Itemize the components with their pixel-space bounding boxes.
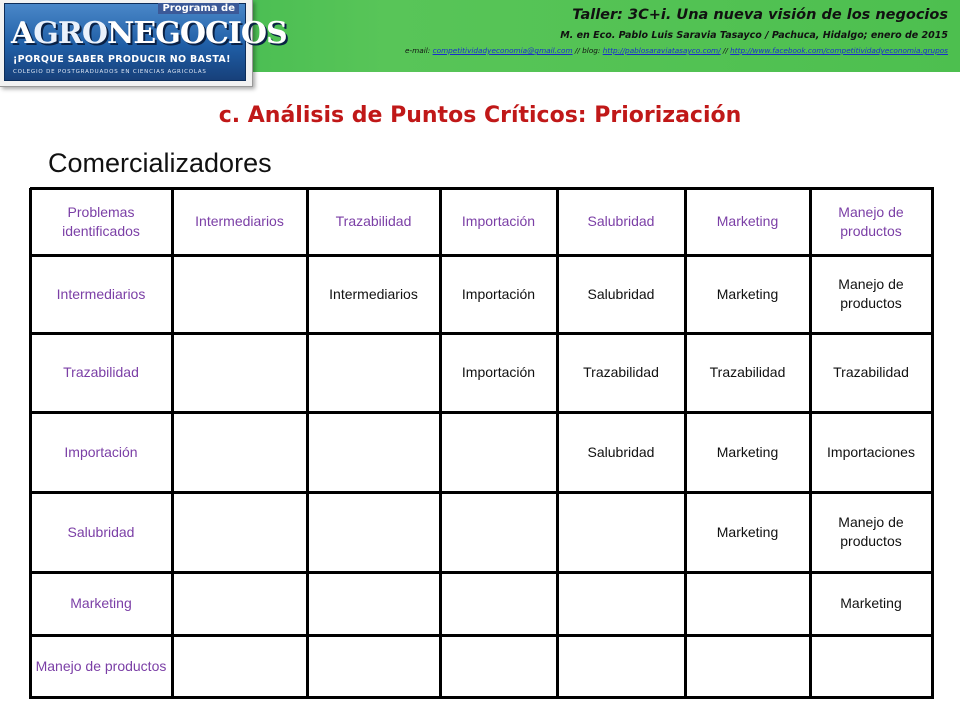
matrix-cell: Trazabilidad [833, 364, 909, 381]
slide-title: c. Análisis de Puntos Críticos: Priorización [218, 103, 742, 128]
author-line: M. en Eco. Pablo Luis Saravia Tasayco / Pachuca, Hidalgo; enero de 2015 [560, 30, 948, 41]
matrix-cell: Marketing [840, 595, 902, 612]
grid-horizontal-line [30, 332, 934, 335]
grid-vertical-line [306, 188, 309, 699]
column-header: Intermediarios [195, 213, 284, 230]
row-header: Marketing [70, 595, 132, 612]
grid-horizontal-line [30, 254, 934, 257]
matrix-cell: Salubridad [587, 443, 655, 460]
matrix-cell: Manejo de productos [838, 276, 904, 311]
grid-horizontal-line [30, 696, 934, 699]
row-header: Importación [64, 443, 138, 460]
row-header: Manejo de productos [35, 657, 167, 674]
matrix-cell: Marketing [716, 285, 779, 302]
logo-panel [4, 3, 287, 81]
blog-label: // blog: [572, 46, 603, 55]
row-header: Intermediarios [56, 285, 146, 302]
grid-horizontal-line [30, 634, 934, 637]
matrix-cell: Trazabilidad [709, 364, 786, 381]
logo-college: COLEGIO DE POSTGRADUADOS EN CIENCIAS AGRICOLAS [13, 69, 207, 75]
row-header: Salubridad [67, 523, 135, 540]
matrix-cell: Manejo de productos [838, 514, 904, 549]
logo-brand-agro: GRO [33, 16, 107, 51]
logo-brand-first: A [11, 16, 34, 51]
matrix-cell: Intermediarios [329, 285, 418, 302]
agronegocios-logo [0, 0, 287, 87]
facebook-separator: // [720, 46, 731, 55]
logo-tagline: ¡PORQUE SABER PRODUCIR NO BASTA! [13, 54, 231, 65]
email-label: e-mail: [405, 46, 433, 55]
matrix-cell: Salubridad [587, 285, 655, 302]
facebook-link[interactable]: http://www.facebook.com/competitividadyeconomia.grupos [730, 46, 948, 55]
column-header: Trazabilidad [335, 213, 412, 230]
column-header: Salubridad [587, 213, 655, 230]
grid-vertical-line [439, 188, 442, 699]
grid-horizontal-line [30, 187, 934, 190]
corner-header: Problemas identificados [62, 203, 140, 239]
grid-horizontal-line [30, 491, 934, 494]
column-header: Manejo de productos [838, 203, 904, 239]
matrix-cell: Importación [461, 285, 536, 302]
contact-line [405, 46, 948, 55]
matrix-cell: Importaciones [827, 443, 915, 460]
grid-vertical-line [684, 188, 687, 699]
row-header: Trazabilidad [63, 364, 139, 381]
grid-horizontal-line [30, 571, 934, 574]
logo-program-label: Programa de [158, 3, 239, 14]
blog-link[interactable]: http://pablosaraviatasayco.com/ [602, 46, 721, 55]
grid-horizontal-line [30, 411, 934, 414]
email-link[interactable]: competitividadyeconomia@gmail.com [432, 46, 573, 55]
matrix-cell: Importación [461, 364, 536, 381]
grid-vertical-line [556, 188, 559, 699]
matrix-cell: Marketing [716, 523, 779, 540]
slide-subtitle: Comercializadores [48, 148, 272, 178]
grid-vertical-line [29, 188, 32, 699]
matrix-cell: Trazabilidad [583, 364, 659, 381]
logo-brand-rest: NEGOCIOS [106, 16, 287, 51]
workshop-title: Taller: 3C+i. Una nueva visión de los negocios [572, 7, 948, 23]
grid-vertical-line [171, 188, 174, 699]
grid-vertical-line [809, 188, 812, 699]
matrix-cell: Marketing [716, 443, 779, 460]
logo-brand [11, 16, 287, 51]
grid-vertical-line [931, 188, 934, 699]
column-header: Marketing [716, 213, 779, 230]
column-header: Importación [461, 213, 536, 230]
